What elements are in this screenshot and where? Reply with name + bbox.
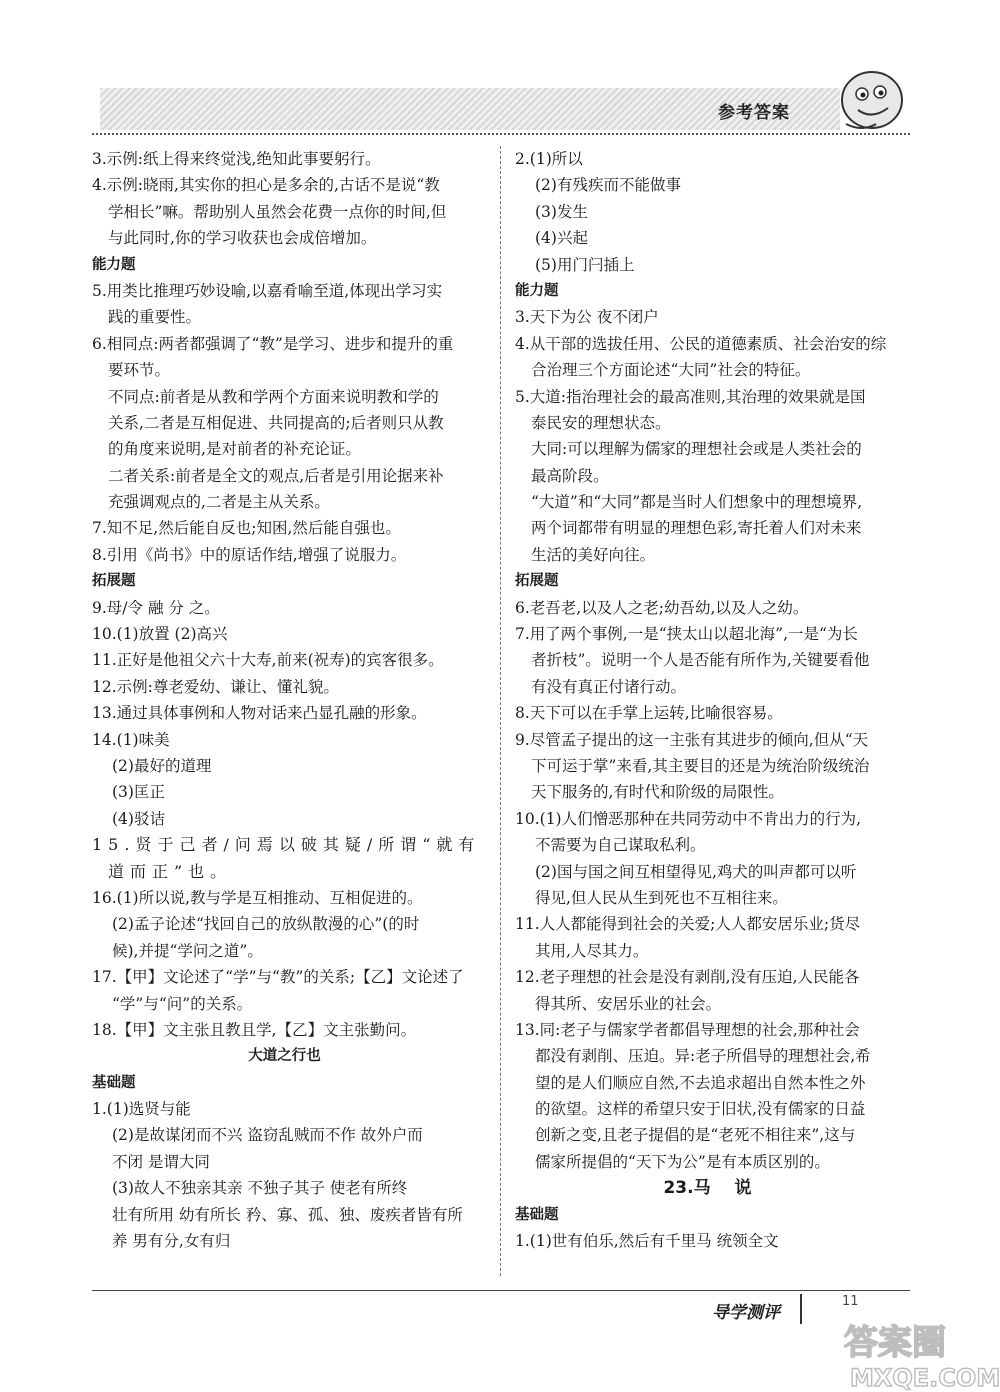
answer-line: 14.(1)味美 (92, 730, 170, 749)
answer-line: 大同:可以理解为儒家的理想社会或是人类社会的 (531, 440, 862, 459)
answer-line: 学相长”嘛。帮助别人虽然会花费一点你的时间,但 (108, 202, 447, 221)
section-heading: 基础题 (515, 1206, 559, 1223)
answer-line: (3)发生 (535, 202, 588, 221)
answer-line: 6.老吾老,以及人之老;幼吾幼,以及人之幼。 (515, 598, 809, 617)
answer-line: 12.老子理想的社会是没有剥削,没有压迫,人民能各 (515, 968, 860, 987)
answer-line: 二者关系:前者是全文的观点,后者是引用论据来补 (108, 466, 444, 485)
answer-line: 有没有真正付诸行动。 (531, 677, 687, 696)
answer-line: 充强调观点的,二者是主从关系。 (108, 493, 330, 512)
answer-line: 8.引用《尚书》中的原话作结,增强了说服力。 (92, 545, 407, 564)
answer-line: 5.用类比推理巧妙设喻,以嘉肴喻至道,体现出学习实 (92, 281, 443, 300)
answer-line: 9.母/令 融 分 之。 (92, 598, 220, 617)
svg-text:答案圈: 答案圈 (844, 1323, 946, 1363)
answer-line: (2)孟子论述“找回自己的放纵散漫的心”(的时 (112, 915, 420, 934)
answer-line: 者折枝”。说明一个人是否能有所作为,关键要看他 (531, 651, 870, 670)
answer-line: 6.相同点:两者都强调了“教”是学习、进步和提升的重 (92, 334, 454, 353)
watermark-logo-icon (840, 1312, 1000, 1392)
svg-text:MXQE.COM: MXQE.COM (850, 1364, 1000, 1392)
header-title: 参考答案 (718, 103, 790, 123)
answer-line: 5.大道:指治理社会的最高准则,其治理的效果就是国 (515, 387, 866, 406)
answer-line: 的角度来说明,是对前者的补充论证。 (108, 440, 361, 459)
answer-line: (2)国与国之间互相望得见,鸡犬的叫声都可以听 (535, 862, 857, 881)
left-column (92, 146, 481, 1254)
answer-line: 13.同:老子与儒家学者都倡导理想的社会,那种社会 (515, 1020, 860, 1039)
answer-line: 践的重要性。 (108, 308, 202, 327)
answer-line: 与此同时,你的学习收获也会成倍增加。 (108, 229, 377, 248)
answer-line: 15.贤于己者/问焉以破其疑/所谓“就有 (92, 835, 481, 855)
answer-line: 都没有剥削、压迫。异:老子所倡导的理想社会,希 (535, 1047, 871, 1066)
answer-line: 11.正好是他祖父六十大寿,前来(祝寿)的宾客很多。 (92, 651, 444, 670)
section-heading: 拓展题 (92, 573, 136, 590)
answer-line: 儒家所提倡的“天下为公”是有本质区别的。 (535, 1152, 830, 1171)
answer-line: 天下服务的,有时代和阶级的局限性。 (531, 783, 784, 802)
answer-line: (2)是故谋闭而不兴 盗窃乱贼而不作 故外户而 (112, 1126, 423, 1145)
header-rule (92, 133, 910, 135)
answer-line: 的欲望。这样的希望只安于旧状,没有儒家的日益 (535, 1100, 866, 1119)
answer-line: 下可运于掌”来看,其主要目的还是为统治阶级统治 (531, 756, 870, 775)
answer-line: 8.天下可以在手掌上运转,比喻很容易。 (515, 704, 783, 723)
section-heading: 能力题 (515, 282, 559, 299)
answer-line: 1.(1)选贤与能 (92, 1100, 191, 1119)
answer-line: 16.(1)所以说,教与学是互相推动、互相促进的。 (92, 888, 423, 907)
answer-line: 生活的美好向往。 (531, 545, 656, 564)
footer-rule (92, 1290, 910, 1291)
answer-line: “大道”和“大同”都是当时人们想象中的理想境界, (531, 493, 863, 512)
answer-line: 得见,但人民从生到死也不互相往来。 (535, 888, 788, 907)
answer-line: 17.【甲】文论述了“学”与“教”的关系;【乙】文论述了 (92, 968, 464, 987)
section-heading: 基础题 (92, 1074, 136, 1091)
answer-line: 12.示例:尊老爱幼、谦让、懂礼貌。 (92, 677, 339, 696)
answer-line: 9.尽管孟子提出的这一主张有其进步的倾向,但从“天 (515, 730, 869, 749)
answer-line: 创新之变,且老子提倡的是“老死不相往来”,这与 (535, 1126, 856, 1145)
answer-line: 10.(1)人们憎恶那种在共同劳动中不肯出力的行为, (515, 809, 862, 828)
footer-brand: 导学测评 (712, 1303, 780, 1323)
answer-line: 10.(1)放置 (2)高兴 (92, 625, 228, 644)
section-heading: 拓展题 (515, 573, 559, 590)
answer-line: (2)有残疾而不能做事 (535, 176, 681, 195)
answer-line: 其用,人尽其力。 (535, 941, 649, 960)
lesson-title: 23.马 说 (663, 1178, 752, 1199)
right-column (515, 146, 900, 1254)
answer-line: 13.通过具体事例和人物对话来凸显孔融的形象。 (92, 704, 427, 723)
answer-line: 18.【甲】文主张且教且学,【乙】文主张勤问。 (92, 1020, 417, 1039)
answer-line: 候),并提“学问之道”。 (112, 941, 263, 960)
answer-line: 关系,二者是互相促进、共同提高的;后者则只从教 (108, 413, 444, 432)
answer-line: 3.示例:纸上得来终觉浅,绝知此事要躬行。 (92, 150, 381, 168)
answer-line: 7.知不足,然后能自反也;知困,然后能自强也。 (92, 519, 401, 538)
answer-line: 不同点:前者是从教和学两个方面来说明教和学的 (108, 387, 439, 406)
answer-line: (2)最好的道理 (112, 756, 212, 775)
answer-line: 望的是人们顺应自然,不去追求超出自然本性之外 (535, 1073, 866, 1092)
lesson-title: 大道之行也 (248, 1048, 321, 1065)
mascot-logo-icon (832, 58, 912, 138)
section-heading: 能力题 (92, 256, 136, 273)
answer-line: 2.(1)所以 (515, 150, 583, 168)
answer-line: 4.从干部的选拔任用、公民的道德素质、社会治安的综 (515, 334, 887, 353)
column-divider (500, 146, 501, 1276)
answer-line: (5)用门闩插上 (535, 255, 635, 274)
page-number: 11 (842, 1294, 859, 1309)
answer-line: 要环节。 (108, 361, 171, 380)
answer-line: (3)故人不独亲其亲 不独子其子 使老有所终 (112, 1179, 408, 1198)
answer-line: 道而正”也。 (108, 861, 233, 881)
answer-line: 泰民安的理想状态。 (531, 413, 671, 432)
answer-line: 不需要为自己谋取私利。 (535, 836, 706, 855)
answer-line: 壮有所用 幼有所长 矜、寡、孤、独、废疾者皆有所 (112, 1205, 463, 1224)
answer-line: 不闭 是谓大同 (112, 1152, 210, 1171)
answer-line: 养 男有分,女有归 (112, 1232, 231, 1251)
answer-line: 3.天下为公 夜不闭户 (515, 308, 659, 327)
answer-line: 4.示例:晓雨,其实你的担心是多余的,古话不是说“教 (92, 176, 440, 195)
answer-line: 两个词都带有明显的理想色彩,寄托着人们对未来 (531, 519, 862, 538)
answer-line: (4)兴起 (535, 229, 588, 248)
answer-line: 得其所、安居乐业的社会。 (535, 994, 722, 1013)
answer-line: 11.人人都能得到社会的关爱;人人都安居乐业;货尽 (515, 915, 861, 934)
answer-line: 最高阶段。 (531, 466, 609, 485)
answer-line: (3)匡正 (112, 783, 165, 802)
answer-line: 1.(1)世有伯乐,然后有千里马 统领全文 (515, 1232, 779, 1251)
answer-line: 7.用了两个事例,一是“挟太山以超北海”,一是“为长 (515, 625, 858, 644)
answer-line: “学”与“问”的关系。 (112, 994, 253, 1013)
footer-separator (800, 1294, 802, 1324)
answer-line: (4)驳诘 (112, 809, 165, 828)
answer-line: 合治理三个方面论述“大同”社会的特征。 (531, 361, 811, 380)
